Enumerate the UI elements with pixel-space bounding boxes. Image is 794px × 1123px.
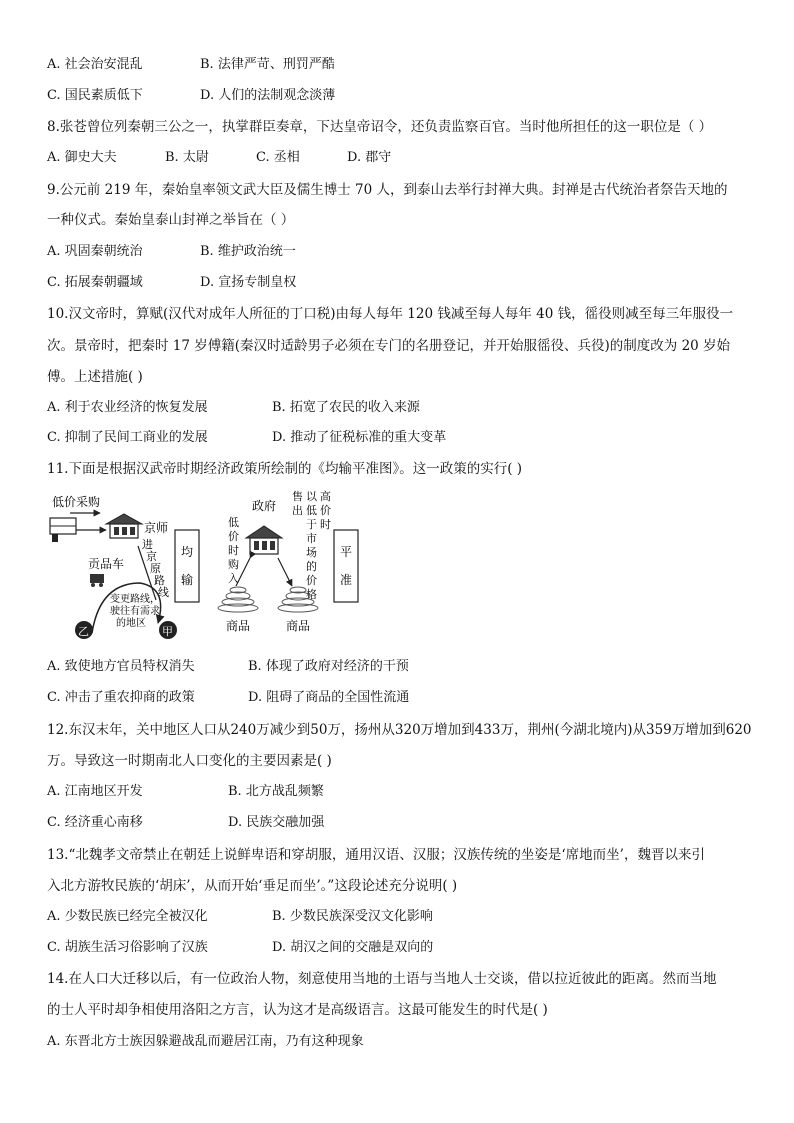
capital-building-icon: [106, 514, 142, 538]
svg-text:入: 入: [228, 572, 239, 585]
q8-option-b: B. 太尉: [165, 150, 209, 165]
svg-text:低: 低: [306, 504, 317, 517]
sell-arrow: [278, 558, 292, 586]
question-9-line1: 9.公元前 219 年，秦始皇率领文武大臣及儒生博士 70 人，到泰山去举行封禅大典。封禅是古代统治者祭告天地的: [47, 182, 728, 198]
question-11: 11.下面是根据汉武帝时期经济政策所绘制的《均输平准图》。这一政策的实行( ): [47, 461, 523, 477]
q9-option-c: C. 拓展秦朝疆域: [47, 275, 143, 290]
pingzhun-char2: 准: [340, 573, 353, 587]
goods-label-1: 商品: [226, 619, 251, 633]
question-9-line2: 一种仪式。秦始皇泰山封禅之举旨在（ ）: [47, 212, 295, 228]
option-a: A. 社会治安混乱: [47, 57, 143, 72]
market-stall-icon: [50, 518, 76, 542]
question-12-line2: 万。导致这一时期南北人口变化的主要因素是( ): [47, 753, 332, 769]
q11-option-b: B. 体现了政府对经济的干预: [248, 659, 409, 674]
low-price-buy-vertical: [228, 516, 239, 585]
capital-label: 京师: [144, 521, 169, 535]
svg-text:京: 京: [146, 550, 157, 563]
question-10-line2: 次。景帝时，把秦时 17 岁傅籍(秦汉时适龄男子必须在专门的名册登记，并开始服徭役、兵役)的制度改为 20 岁始: [47, 338, 731, 354]
svg-text:价: 价: [320, 504, 331, 517]
goods-pile-left: [218, 587, 258, 612]
q10-option-d: D. 推动了征税标准的重大变革: [272, 430, 447, 445]
svg-text:市: 市: [306, 532, 317, 545]
q13-option-c: C. 胡族生活习俗影响了汉族: [47, 940, 208, 955]
low-buy-label: 低价采购: [52, 495, 101, 509]
tribute-cart-label: 贡品车: [88, 557, 125, 571]
q9-option-a: A. 巩固秦朝统治: [47, 244, 143, 259]
junshu-char1: 均: [181, 545, 194, 559]
q9-option-b: B. 维护政治统一: [200, 244, 296, 259]
q8-option-d: D. 郡守: [347, 150, 392, 165]
svg-text:低: 低: [228, 516, 239, 529]
junshu-pingzhun-diagram: [40, 488, 370, 648]
pingzhun-char1: 平: [340, 545, 353, 559]
junshu-box: [175, 530, 199, 602]
change-route-line3: 的地区: [116, 618, 146, 629]
svg-text:价: 价: [228, 530, 239, 543]
jia-label: 甲: [162, 625, 173, 638]
svg-text:进: 进: [142, 538, 153, 551]
svg-text:价: 价: [306, 574, 317, 587]
sell-out-vertical: [292, 489, 303, 517]
option-b: B. 法律严苛、刑罚严酷: [200, 57, 335, 72]
q8-option-c: C. 丞相: [256, 150, 300, 165]
q12-option-b: B. 北方战乱频繁: [228, 784, 324, 799]
pingzhun-box: [334, 530, 358, 602]
q11-option-c: C. 冲击了重农抑商的政策: [47, 690, 195, 705]
junshu-char2: 输: [181, 573, 194, 587]
question-14-line2: 的士人平时却争相使用洛阳之方言，认为这才是高级语言。这最可能发生的时代是( ): [47, 1002, 548, 1018]
svg-text:时: 时: [320, 518, 331, 531]
q13-option-d: D. 胡汉之间的交融是双向的: [272, 940, 434, 955]
change-route-line1: 变更路线，: [110, 594, 160, 605]
svg-text:以: 以: [306, 490, 317, 503]
q14-option-a: A. 东晋北方士族因躲避战乱而避居江南，乃有这种现象: [47, 1034, 364, 1049]
question-12-line1: 12.东汉末年，关中地区人口从240万减少到50万，扬州从320万增加到433万，荆州(今湖北境内)从359万增加到620: [47, 722, 752, 738]
svg-text:售: 售: [292, 490, 303, 503]
svg-text:出: 出: [292, 504, 303, 517]
q11-option-d: D. 阻碍了商品的全国性流通: [248, 690, 410, 705]
price-note-vertical-2: [320, 489, 331, 531]
q13-option-a: A. 少数民族已经完全被汉化: [47, 909, 208, 924]
svg-text:时: 时: [228, 544, 239, 557]
q13-option-b: B. 少数民族深受汉文化影响: [272, 909, 433, 924]
q8-option-a: A. 御史大夫: [47, 150, 117, 165]
price-note-vertical-1: [306, 490, 318, 601]
q10-option-a: A. 利于农业经济的恢复发展: [47, 400, 208, 415]
government-label: 政府: [252, 499, 277, 513]
svg-text:于: 于: [306, 518, 317, 531]
cart-icon: [90, 574, 104, 587]
question-10-line3: 傅。上述措施( ): [47, 369, 143, 385]
question-10-line1: 10.汉文帝时，算赋(汉代对成年人所征的丁口税)由每人每年 120 钱减至每人每年 40 钱，徭役则减至每三年服役一: [47, 306, 734, 322]
svg-text:场: 场: [306, 546, 317, 559]
svg-text:格: 格: [306, 588, 317, 601]
svg-text:高: 高: [320, 490, 331, 503]
svg-text:路: 路: [154, 574, 165, 587]
q11-option-a: A. 致使地方官员特权消失: [47, 659, 195, 674]
question-13-line2: 入北方游牧民族的‘胡床’，从而开始‘垂足而坐’。”这段论述充分说明( ): [47, 878, 458, 894]
change-route-line2: 驶往有需求: [110, 606, 160, 617]
svg-text:线: 线: [158, 586, 169, 599]
goods-label-2: 商品: [286, 619, 311, 633]
question-14-line1: 14.在人口大迁移以后，有一位政治人物，刻意使用当地的土语与当地人士交谈，借以拉近彼此的距离。然而当地: [47, 971, 717, 987]
svg-text:的: 的: [306, 560, 317, 573]
option-d: D. 人们的法制观念淡薄: [200, 88, 336, 103]
government-building-icon: [246, 526, 282, 554]
q10-option-c: C. 抑制了民间工商业的发展: [47, 430, 208, 445]
q12-option-d: D. 民族交融加强: [228, 815, 325, 830]
q10-option-b: B. 拓宽了农民的收入来源: [272, 400, 420, 415]
option-c: C. 国民素质低下: [47, 88, 143, 103]
question-13-line1: 13.“北魏孝文帝禁止在朝廷上说鲜卑语和穿胡服，通用汉语、汉服；汉族传统的坐姿是‘席地而坐’，魏晋以来引: [47, 847, 705, 863]
q12-option-a: A. 江南地区开发: [47, 784, 143, 799]
q12-option-c: C. 经济重心南移: [47, 815, 143, 830]
yi-label: 乙: [78, 625, 89, 638]
svg-text:原: 原: [150, 562, 161, 575]
svg-text:购: 购: [228, 558, 239, 571]
q9-option-d: D. 宣扬专制皇权: [200, 275, 297, 290]
question-8: 8.张苍曾位列秦朝三公之一，执掌群臣奏章，下达皇帝诏令，还负责监察百官。当时他所担任的这一职位是（ ）: [47, 119, 713, 135]
